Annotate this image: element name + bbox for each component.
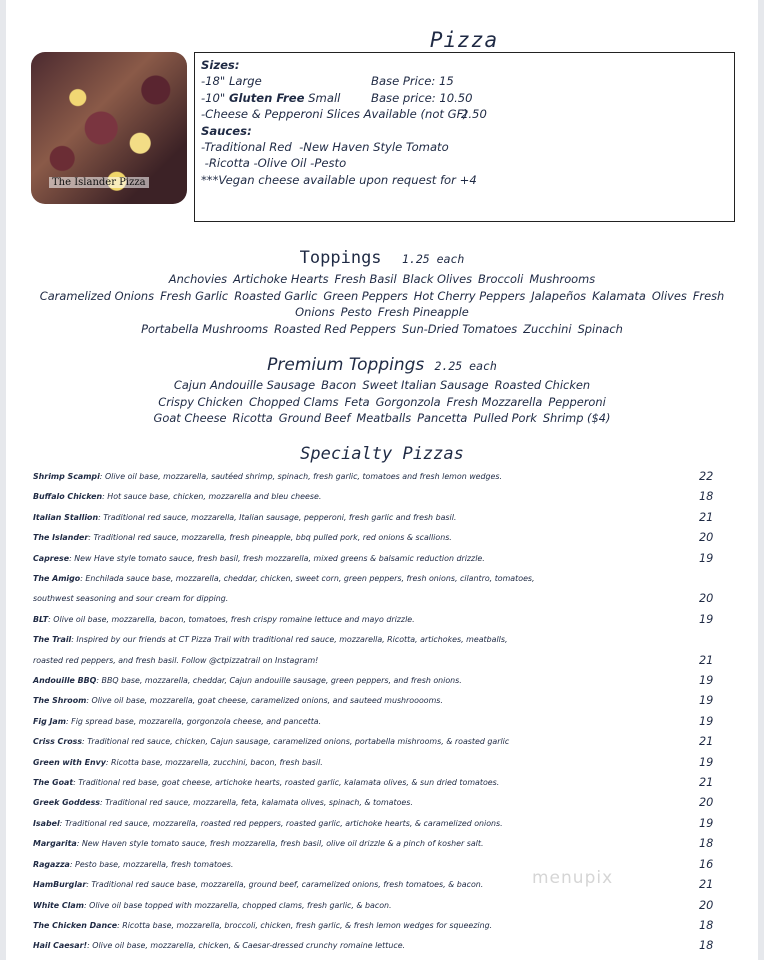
specialty-price: 20 bbox=[699, 898, 714, 912]
topping-item: Olives bbox=[651, 288, 687, 303]
premium-item: Pepperoni bbox=[548, 394, 606, 409]
specialty-description: : Traditional red sauce, mozzarella, Italian sausage, pepperoni, fresh garlic and fresh basil. bbox=[98, 512, 457, 522]
topping-item: Broccoli bbox=[478, 272, 524, 286]
topping-item: Portabella Mushrooms bbox=[141, 321, 269, 336]
specialty-description: : Traditional red base, goat cheese, artichoke hearts, roasted garlic, kalamata olives, & sun dried tomatoes. bbox=[73, 778, 500, 788]
specialty-price: 18 bbox=[699, 939, 714, 953]
premium-list bbox=[20, 377, 744, 427]
specialty-price: 19 bbox=[699, 816, 714, 830]
page-edge-left bbox=[0, 0, 6, 960]
specialty-item bbox=[33, 916, 749, 936]
premium-line bbox=[20, 377, 744, 394]
specialty-description: : BBQ base, mozzarella, cheddar, Cajun andouille sausage, green peppers, and fresh onions. bbox=[96, 676, 462, 686]
specialty-description: : Olive oil base, mozzarella, sautéed shrimp, spinach, fresh garlic, tomatoes and fresh lemon wedges. bbox=[99, 472, 503, 481]
specialty-name: Fig Jam bbox=[33, 716, 66, 726]
topping-item: Hot Cherry Peppers bbox=[413, 288, 526, 303]
specialty-item bbox=[33, 896, 749, 916]
specialty-price: 21 bbox=[699, 510, 714, 524]
topping-item: Black Olives bbox=[402, 272, 473, 286]
premium-item: Fresh Mozzarella bbox=[446, 394, 543, 409]
specialty-price: 19 bbox=[699, 694, 714, 708]
specialty-description: : Olive oil base topped with mozzarella, chopped clams, fresh garlic, & bacon. bbox=[83, 900, 392, 910]
topping-item: Fresh Pineapple bbox=[377, 305, 469, 319]
specialty-item bbox=[33, 569, 749, 610]
specialty-name: Buffalo Chicken bbox=[33, 492, 103, 502]
specialty-description: : Ricotta base, mozzarella, broccoli, chicken, fresh garlic, & fresh lemon wedges for squeezing. bbox=[117, 920, 493, 930]
size-price: 2.50 bbox=[461, 107, 487, 122]
specialty-description: : Traditional red sauce, mozzarella, feta, kalamata olives, spinach, & tomatoes. bbox=[100, 798, 413, 808]
specialty-price: 19 bbox=[699, 612, 714, 626]
topping-item: Spinach bbox=[577, 321, 623, 336]
specialty-name: Italian Stallion bbox=[33, 512, 99, 522]
premium-item: Chopped Clams bbox=[249, 394, 339, 409]
specialty-item bbox=[33, 508, 749, 528]
specialty-price: 16 bbox=[699, 857, 714, 871]
specialty-description: : New Haven style tomato sauce, fresh mozzarella, fresh basil, olive oil drizzle & a pinch of kosher salt. bbox=[76, 839, 484, 849]
specialty-item bbox=[33, 712, 749, 732]
size-row bbox=[201, 106, 728, 122]
topping-line bbox=[20, 304, 744, 321]
premium-item: Bacon bbox=[321, 378, 357, 392]
specialty-item bbox=[33, 793, 749, 813]
specialty-description: : Traditional red sauce, mozzarella, fresh pineapple, bbq pulled pork, red onions & scallions. bbox=[88, 533, 452, 543]
topping-item: Onions bbox=[295, 305, 335, 319]
specialty-price: 20 bbox=[699, 531, 714, 545]
size-row bbox=[201, 73, 728, 89]
specialty-item bbox=[33, 467, 749, 487]
topping-item: Sun-Dried Tomatoes bbox=[402, 321, 518, 336]
specialty-description: : Olive oil base, mozzarella, bacon, tomatoes, fresh crispy romaine lettuce and mayo drizzle. bbox=[48, 614, 415, 624]
specialty-price: 19 bbox=[699, 755, 714, 769]
specialty-item bbox=[33, 610, 749, 630]
specialty-description: : Traditional red sauce base, mozzarella, ground beef, caramelized onions, fresh tomatoes, & bacon. bbox=[86, 880, 484, 890]
topping-item: Pesto bbox=[340, 305, 372, 319]
size-label: -18" Large bbox=[201, 74, 262, 89]
premium-item: Pulled Pork bbox=[473, 411, 537, 425]
premium-heading: Premium Toppings bbox=[267, 355, 425, 375]
topping-item: Mushrooms bbox=[529, 272, 596, 286]
size-price: Base Price: 15 bbox=[371, 74, 454, 89]
size-label: -Cheese & Pepperoni Slices Available (not GF) bbox=[201, 107, 468, 122]
specialty-price: 21 bbox=[699, 653, 714, 667]
topping-item: Roasted Garlic bbox=[234, 288, 318, 303]
premium-item: Pancetta bbox=[417, 411, 468, 425]
specialty-item bbox=[33, 814, 749, 834]
topping-item: Artichoke Hearts bbox=[233, 272, 329, 286]
specialty-item bbox=[33, 732, 749, 752]
sizes-sauces-box bbox=[194, 52, 735, 222]
specialty-item bbox=[33, 855, 749, 875]
toppings-list bbox=[20, 271, 744, 337]
specialty-name: White Clam bbox=[33, 900, 84, 910]
specialty-item bbox=[33, 630, 749, 671]
specialty-item bbox=[33, 875, 749, 895]
specialty-item bbox=[33, 549, 749, 569]
specialty-item bbox=[33, 691, 749, 711]
premium-price: 2.25 each bbox=[434, 359, 497, 373]
specialty-name: Andouille BBQ bbox=[33, 676, 97, 686]
premium-item: Ground Beef bbox=[278, 411, 351, 425]
premium-item: Roasted Chicken bbox=[494, 378, 591, 392]
specialty-name: BLT bbox=[33, 614, 49, 624]
toppings-heading: Toppings bbox=[299, 248, 382, 268]
specialty-description: : Olive oil base, mozzarella, goat cheese, caramelized onions, and sauteed mushrooooms. bbox=[86, 696, 443, 706]
specialty-name: The Shroom bbox=[33, 696, 87, 706]
specialty-name: Greek Goddess bbox=[33, 798, 101, 808]
page-title: Pizza bbox=[429, 28, 499, 52]
specialty-name: HamBurglar bbox=[33, 880, 87, 890]
toppings-title bbox=[0, 248, 764, 268]
sizes-heading: Sizes: bbox=[201, 58, 240, 72]
topping-item: Anchovies bbox=[168, 272, 228, 286]
topping-line bbox=[20, 271, 744, 288]
topping-item: Fresh Garlic bbox=[160, 288, 229, 303]
page-edge-right bbox=[758, 0, 764, 960]
specialty-price: 19 bbox=[699, 551, 714, 565]
premium-item: Ricotta bbox=[232, 411, 273, 425]
size-row bbox=[201, 90, 728, 106]
premium-title bbox=[0, 355, 764, 375]
specialty-description: : Inspired by our friends at CT Pizza Trail with traditional red sauce, mozzarella, Ricotta, artichokes, meatballs, bbox=[71, 635, 508, 645]
size-suffix: Small bbox=[304, 90, 341, 105]
specialty-description-cont: roasted red peppers, and fresh basil. Follow @ctpizzatrail on Instagram! bbox=[33, 655, 319, 665]
specialty-title: Specialty Pizzas bbox=[300, 444, 464, 464]
specialty-item bbox=[33, 936, 749, 956]
specialty-name: Caprese bbox=[33, 553, 70, 563]
specialty-description-cont: southwest seasoning and sour cream for dipping. bbox=[33, 594, 229, 604]
specialty-description: : Olive oil base, mozzarella, chicken, & Caesar-dressed crunchy romaine lettuce. bbox=[87, 941, 406, 951]
specialty-description: : Hot sauce base, chicken, mozzarella and bleu cheese. bbox=[102, 492, 322, 502]
specialty-description: : Enchilada sauce base, mozzarella, cheddar, chicken, sweet corn, green peppers, fresh onions, cilantro, tomatoes, bbox=[80, 574, 535, 584]
sauces-line: -Ricotta -Olive Oil -Pesto bbox=[201, 156, 347, 171]
sauces-line: -Traditional Red -New Haven Style Tomato bbox=[201, 140, 449, 155]
specialty-price: 21 bbox=[699, 878, 714, 892]
specialty-price: 18 bbox=[699, 837, 714, 851]
specialty-name: The Goat bbox=[33, 778, 74, 788]
specialty-item bbox=[33, 834, 749, 854]
toppings-price: 1.25 each bbox=[402, 252, 465, 266]
specialty-price: 19 bbox=[699, 674, 714, 688]
topping-item: Caramelized Onions bbox=[39, 288, 155, 303]
specialty-price: 21 bbox=[699, 776, 714, 790]
specialty-description: : Fig spread base, mozzarella, gorgonzola cheese, and pancetta. bbox=[65, 716, 322, 726]
topping-line bbox=[20, 321, 744, 338]
premium-item: Cajun Andouille Sausage bbox=[173, 378, 316, 392]
specialty-name: The Chicken Dance bbox=[33, 920, 118, 930]
specialty-name: The Trail bbox=[33, 635, 72, 645]
specialty-item bbox=[33, 487, 749, 507]
specialty-item bbox=[33, 528, 749, 548]
specialty-name: Hail Caesar! bbox=[33, 941, 88, 951]
specialty-price: 20 bbox=[699, 796, 714, 810]
specialty-description: : Traditional red sauce, mozzarella, roasted red peppers, roasted garlic, artichoke hearts, & caramelized onions. bbox=[59, 818, 503, 828]
vegan-note: ***Vegan cheese available upon request for +4 bbox=[201, 172, 477, 187]
specialty-name: Margarita bbox=[33, 839, 77, 849]
premium-item: Feta bbox=[344, 394, 370, 409]
topping-item: Fresh bbox=[692, 288, 725, 303]
size-price: Base price: 10.50 bbox=[371, 90, 473, 105]
specialty-description: : Pesto base, mozzarella, fresh tomatoes. bbox=[69, 859, 234, 869]
premium-line bbox=[20, 394, 744, 411]
gluten-free-label: Gluten Free bbox=[228, 90, 305, 105]
specialty-price: 19 bbox=[699, 714, 714, 728]
premium-item: Meatballs bbox=[356, 411, 412, 425]
specialty-description: : Traditional red sauce, chicken, Cajun sausage, caramelized onions, portabella mishrooms, & roasted garlic bbox=[82, 737, 510, 747]
specialty-item bbox=[33, 671, 749, 691]
topping-item: Kalamata bbox=[592, 288, 646, 303]
topping-item: Jalapeños bbox=[531, 288, 587, 303]
premium-line bbox=[20, 410, 744, 427]
specialty-name: Ragazza bbox=[33, 859, 70, 869]
topping-item: Fresh Basil bbox=[334, 272, 397, 286]
pizza-photo bbox=[31, 52, 187, 204]
premium-item: Shrimp ($4) bbox=[542, 411, 611, 425]
specialty-name: Shrimp Scampi bbox=[33, 472, 100, 481]
specialty-name: Criss Cross bbox=[33, 737, 83, 747]
specialty-price: 21 bbox=[699, 735, 714, 749]
specialty-price: 18 bbox=[699, 490, 714, 504]
specialty-name: The Islander bbox=[33, 533, 89, 543]
premium-item: Gorgonzola bbox=[375, 394, 441, 409]
specialty-price: 20 bbox=[699, 592, 714, 606]
topping-line bbox=[20, 288, 744, 305]
specialty-item bbox=[33, 773, 749, 793]
specialty-name: Green with Envy bbox=[33, 757, 106, 767]
specialty-list bbox=[33, 467, 749, 957]
specialty-price: 22 bbox=[699, 470, 714, 483]
sauces-heading: Sauces: bbox=[201, 123, 252, 138]
topping-item: Zucchini bbox=[523, 321, 572, 336]
topping-item: Green Peppers bbox=[323, 288, 408, 303]
premium-item: Sweet Italian Sausage bbox=[362, 378, 489, 392]
specialty-name: Isabel bbox=[33, 818, 60, 828]
specialty-item bbox=[33, 753, 749, 773]
specialty-description: : New Have style tomato sauce, fresh basil, fresh mozzarella, mixed greens & balsamic reduction drizzle. bbox=[69, 553, 485, 563]
watermark: menupix bbox=[532, 868, 614, 888]
photo-caption: The Islander Pizza bbox=[49, 177, 149, 188]
topping-item: Roasted Red Peppers bbox=[274, 321, 396, 336]
size-prefix: -10" bbox=[201, 90, 229, 105]
specialty-name: The Amigo bbox=[33, 574, 81, 584]
specialty-price: 18 bbox=[699, 918, 714, 932]
premium-item: Goat Cheese bbox=[153, 411, 227, 425]
premium-item: Crispy Chicken bbox=[158, 394, 243, 409]
specialty-description: : Ricotta base, mozzarella, zucchini, bacon, fresh basil. bbox=[105, 757, 323, 767]
